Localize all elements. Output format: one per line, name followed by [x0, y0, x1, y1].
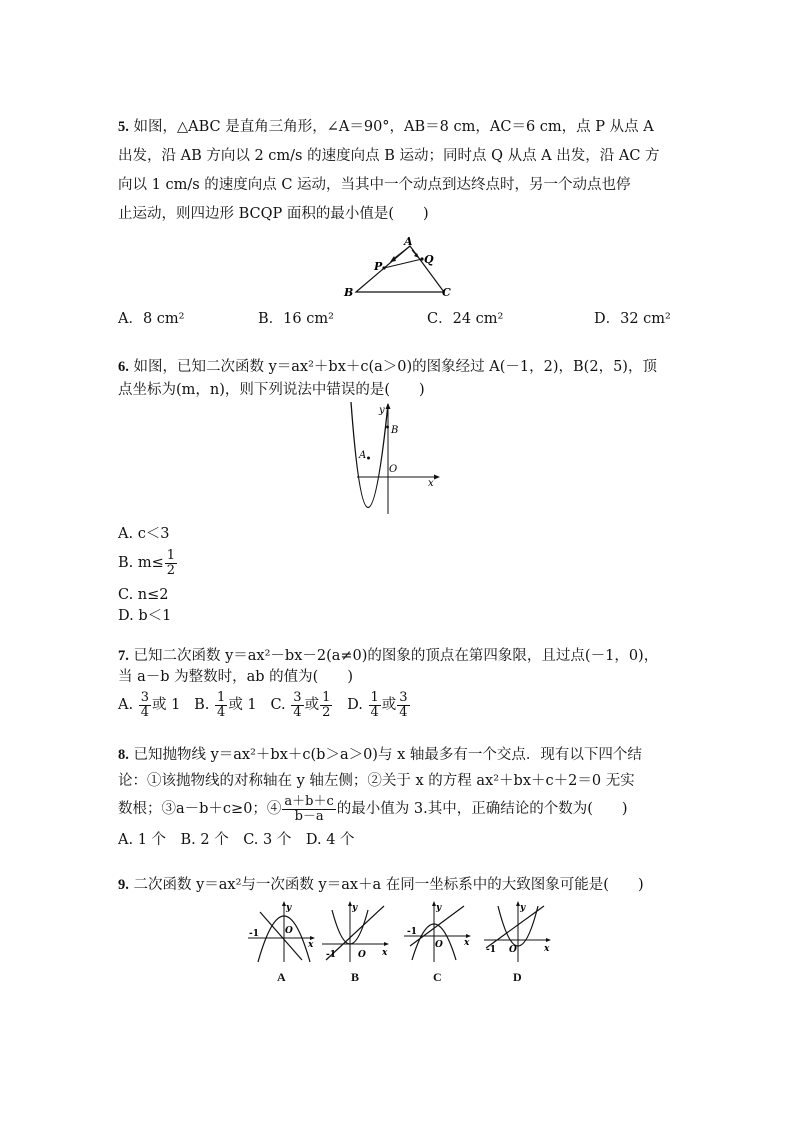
point-p	[382, 266, 385, 269]
parabola-curve	[351, 402, 388, 508]
point-b	[386, 426, 389, 429]
q7-d-fraction-1: $\frac{1}{4}$	[370, 689, 379, 720]
q7-c-fraction-2: $\frac{1}{2}$	[322, 689, 331, 720]
label-point-b: B	[391, 425, 399, 436]
svg-text:-1: -1	[407, 927, 417, 937]
q8-options: A. 1 个 B. 2 个 C. 3 个 D. 4 个	[118, 832, 355, 848]
q6-b-fraction: $\frac{1}{2}$	[166, 547, 176, 578]
label-x: x	[428, 478, 434, 489]
q8-line-1	[118, 745, 642, 765]
q9-caption-c: C	[433, 970, 442, 984]
q7-number: 7.	[118, 648, 129, 664]
q7-a-fraction: $\frac{3}{4}$	[140, 689, 149, 720]
svg-text:O: O	[435, 940, 443, 950]
q6-text-1: 如图，已知二次函数 y＝ax²＋bx＋c(a＞0)的图象经过 A(－1，2)，B(2，5)，顶	[128, 359, 657, 375]
svg-text:y: y	[286, 903, 292, 913]
q9-caption-d: D	[513, 970, 522, 984]
svg-text:x: x	[544, 944, 550, 954]
q5-line-2: 出发，沿 AB 方向以 2 cm/s 的速度向点 B 运动；同时点 Q 从点 A 出发，沿 AC 方	[118, 148, 660, 164]
arrow-head-p	[390, 256, 396, 262]
q8-text-1: 已知抛物线 y＝ax²＋bx＋c(b＞a＞0)与 x 轴最多有一个交点．现有以下四个结	[128, 747, 642, 763]
q7-line-2: 当 a－b 为整数时，ab 的值为( )	[118, 669, 353, 685]
q6-line-2: 点坐标为(m，n)，则下列说法中错误的是( )	[118, 382, 425, 398]
point-a	[367, 457, 370, 460]
svg-text:y: y	[436, 903, 442, 913]
q7-text-1: 已知二次函数 y＝ax²－bx－2(a≠0)的图象的顶点在第四象限，且过点(－1，0)，	[128, 648, 659, 664]
svg-text:O: O	[285, 926, 293, 936]
svg-text:x: x	[464, 938, 470, 948]
graph-d-line	[486, 906, 544, 948]
q5-text-1: 如图，△ABC 是直角三角形，∠A＝90°，AB＝8 cm，AC＝6 cm，点 P 从点 A	[128, 119, 654, 135]
label-a: A	[404, 235, 413, 248]
q5-option-a: A．8 cm²	[118, 311, 185, 327]
label-b: B	[344, 286, 354, 299]
svg-text:y: y	[352, 903, 358, 913]
q5-option-c: C．24 cm²	[427, 311, 504, 327]
q6-parabola-figure	[345, 402, 445, 516]
q5-number: 5.	[118, 119, 129, 135]
q7-b-fraction: $\frac{1}{4}$	[217, 689, 226, 720]
q9-number: 9.	[118, 877, 129, 893]
label-point-a: A	[359, 450, 367, 461]
q8-line-2: 论：①该抛物线的对称轴在 y 轴左侧；②关于 x 的方程 ax²＋bx＋c＋2＝0 无实	[118, 773, 635, 789]
q7-line-1	[118, 646, 658, 666]
q8-number: 8.	[118, 747, 129, 763]
svg-text:-1: -1	[326, 950, 336, 960]
label-y: y	[379, 405, 385, 416]
q6-option-d: D. b＜1	[118, 608, 172, 624]
q9-graph-a	[246, 900, 318, 964]
q5-line-4: 止运动，则四边形 BCQP 面积的最小值是( )	[118, 206, 429, 222]
q9-line-1	[118, 875, 644, 895]
label-o: O	[389, 464, 398, 475]
svg-text:O: O	[358, 950, 366, 960]
q9-graph-d	[482, 900, 554, 964]
label-q: Q	[424, 253, 434, 266]
q9-graph-c	[402, 900, 474, 964]
q5-line-1	[118, 117, 654, 137]
svg-text:O: O	[509, 945, 517, 955]
q9-graph-b	[320, 900, 392, 964]
label-p: P	[374, 260, 383, 273]
q5-triangle-figure	[338, 236, 458, 302]
q6-line-1	[118, 357, 657, 377]
q6-option-b: B. m≤ $\frac{1}{2}$	[118, 547, 176, 578]
label-c: C	[442, 286, 451, 299]
svg-text:y: y	[520, 903, 526, 913]
q8-fraction: $\frac{a+b+c}{b-a}$	[284, 793, 334, 824]
svg-text:-1: -1	[249, 929, 259, 939]
svg-text:x: x	[308, 940, 314, 950]
q6-option-c: C. n≤2	[118, 587, 169, 603]
q9-caption-b: B	[351, 970, 360, 984]
q7-c-fraction-1: $\frac{3}{4}$	[293, 689, 302, 720]
q5-option-d: D．32 cm²	[594, 311, 671, 327]
q7-options: A. $\frac{3}{4}$ 或 1 B. $\frac{1}{4}$ 或 1 C. $\frac{3}{4}$ 或 $\frac{1}{2}$ D. $\frac{1}{4}$ 或 $\frac{3}{4}$	[118, 689, 408, 720]
q7-d-fraction-2: $\frac{3}{4}$	[399, 689, 408, 720]
q5-option-b: B．16 cm²	[258, 311, 334, 327]
q8-line-3: 数根；③a－b＋c≥0；④ $\frac{a+b+c}{b-a}$ 的最小值为 3.其中，正确结论的个数为( )	[118, 793, 628, 824]
q6-number: 6.	[118, 359, 129, 375]
q9-text-1: 二次函数 y＝ax²与一次函数 y＝ax＋a 在同一坐标系中的大致图象可能是( )	[128, 877, 644, 893]
svg-text:x: x	[382, 948, 388, 958]
q5-line-3: 向以 1 cm/s 的速度向点 C 运动，当其中一个动点到达终点时，另一个动点也停	[118, 177, 631, 193]
q9-caption-a: A	[277, 970, 286, 984]
svg-text:-1: -1	[486, 945, 496, 955]
q6-option-a: A. c＜3	[118, 526, 170, 542]
